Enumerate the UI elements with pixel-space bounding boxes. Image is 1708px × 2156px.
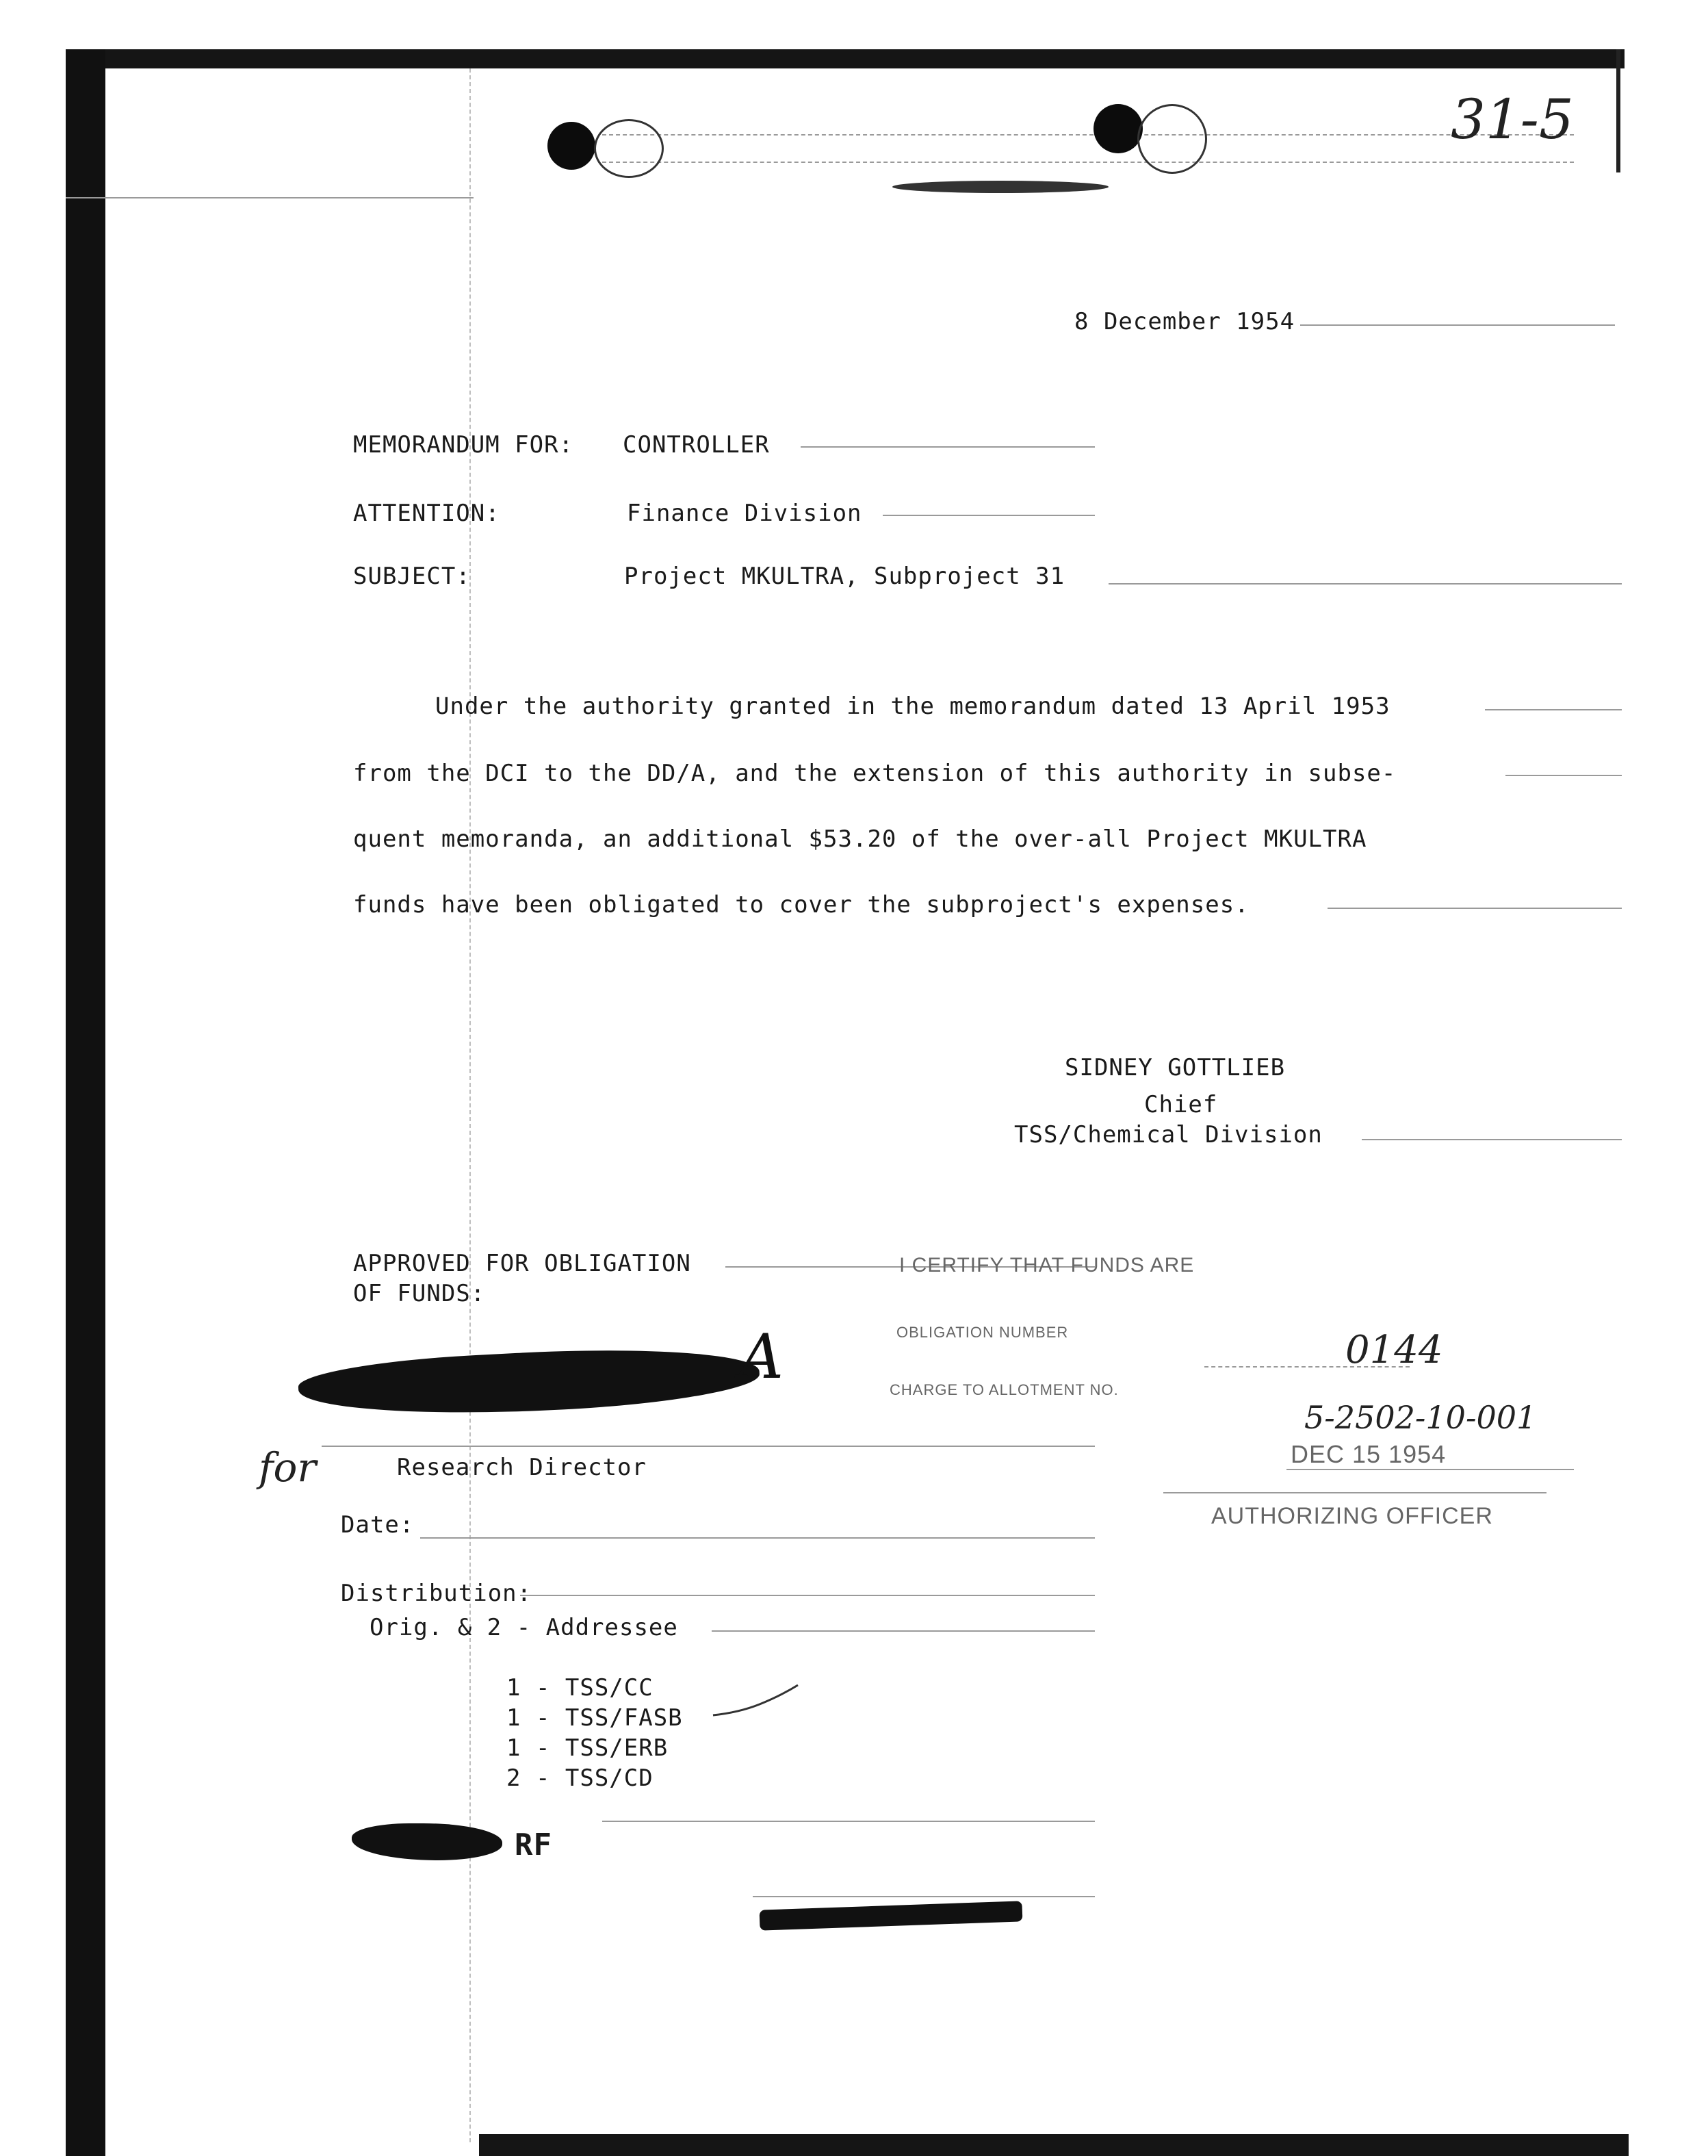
- bottom-scan-edge: [479, 2134, 1629, 2156]
- attention-value: Finance Division: [627, 500, 862, 527]
- approved-label-1: APPROVED FOR OBLIGATION: [353, 1250, 691, 1277]
- page-number: 31-5: [1451, 88, 1574, 151]
- bottom-rule-1: [602, 1821, 1095, 1822]
- date-label: Date:: [341, 1511, 415, 1539]
- distribution-item: 1 - TSS/ERB: [506, 1734, 669, 1762]
- checkmark-icon: [712, 1681, 801, 1722]
- date-line-rule: [420, 1537, 1095, 1539]
- body-rule-2: [1505, 775, 1622, 776]
- stamp-line-1: I CERTIFY THAT FUNDS ARE: [899, 1254, 1195, 1276]
- distribution-item: 1 - TSS/CC: [506, 1674, 654, 1702]
- distribution-label: Distribution:: [341, 1580, 532, 1607]
- redaction-signature: [297, 1340, 761, 1423]
- stamp-officer: AUTHORIZING OFFICER: [1211, 1503, 1493, 1529]
- subject-label: SUBJECT:: [353, 563, 471, 590]
- body-line-3: quent memoranda, an additional $53.20 of the over-all Project MKULTRA: [353, 825, 1367, 853]
- redaction-bottom-center: [760, 1901, 1023, 1930]
- distribution-orig: Orig. & 2 - Addressee: [370, 1614, 678, 1641]
- top-scan-edge: [66, 49, 1625, 68]
- stamp-officer-rule: [1163, 1492, 1547, 1493]
- stamp-allotment: 5-2502-10-001: [1304, 1399, 1537, 1436]
- ink-smudge: [892, 181, 1109, 193]
- director-rule: [322, 1446, 1095, 1447]
- top-rule-1: [602, 134, 1574, 136]
- stamp-line-2: OBLIGATION NUMBER: [896, 1324, 1069, 1341]
- punch-hole-right-ring: [1137, 104, 1207, 174]
- body-rule-1: [1485, 709, 1622, 710]
- top-rule-2: [602, 162, 1574, 163]
- handwritten-for: for: [259, 1444, 317, 1491]
- stamp-date: DEC 15 1954: [1291, 1440, 1447, 1468]
- redaction-bottom-left: [352, 1823, 502, 1860]
- date-rule: [1300, 324, 1615, 326]
- research-director: Research Director: [397, 1454, 647, 1481]
- punch-hole-left: [547, 122, 595, 170]
- memo-for-label: MEMORANDUM FOR:: [353, 431, 574, 459]
- punch-hole-left-ring: [594, 119, 664, 178]
- bottom-mark: RF: [515, 1827, 552, 1862]
- approved-label-2: OF FUNDS:: [353, 1280, 486, 1307]
- signature-division: TSS/Chemical Division: [1014, 1121, 1323, 1148]
- body-line-1: Under the authority granted in the memorandum dated 13 April 1953: [435, 693, 1390, 720]
- distribution-item: 2 - TSS/CD: [506, 1764, 654, 1792]
- signature-title: Chief: [1144, 1091, 1218, 1118]
- approved-initial: A: [739, 1321, 784, 1393]
- distribution-rule: [520, 1595, 1095, 1596]
- bottom-rule-2: [753, 1896, 1095, 1897]
- memo-for-rule: [801, 446, 1095, 448]
- stamp-line-3: CHARGE TO ALLOTMENT NO.: [890, 1381, 1119, 1398]
- stamp-number-rule: [1204, 1366, 1410, 1368]
- subject-value: Project MKULTRA, Subproject 31: [624, 563, 1065, 590]
- signature-rule: [1362, 1139, 1622, 1140]
- memo-date: 8 December 1954: [1074, 308, 1295, 335]
- body-rule-4: [1328, 908, 1622, 909]
- stamp-date-rule: [1286, 1469, 1574, 1470]
- distribution-orig-rule: [712, 1630, 1095, 1632]
- signature-name: SIDNEY GOTTLIEB: [1065, 1054, 1286, 1081]
- punch-hole-right: [1094, 104, 1143, 153]
- subject-rule: [1109, 583, 1622, 585]
- attention-rule: [883, 515, 1095, 516]
- stamp-number: 0144: [1345, 1328, 1443, 1372]
- distribution-item: 1 - TSS/FASB: [506, 1704, 683, 1732]
- top-left-rule: [66, 197, 474, 198]
- body-line-2: from the DCI to the DD/A, and the extension of this authority in subse-: [353, 760, 1397, 787]
- body-line-4: funds have been obligated to cover the subproject's expenses.: [353, 891, 1250, 919]
- attention-label: ATTENTION:: [353, 500, 500, 527]
- left-scan-edge: [66, 49, 105, 2156]
- right-scan-edge: [1616, 49, 1620, 172]
- memo-for-value: CONTROLLER: [623, 431, 770, 459]
